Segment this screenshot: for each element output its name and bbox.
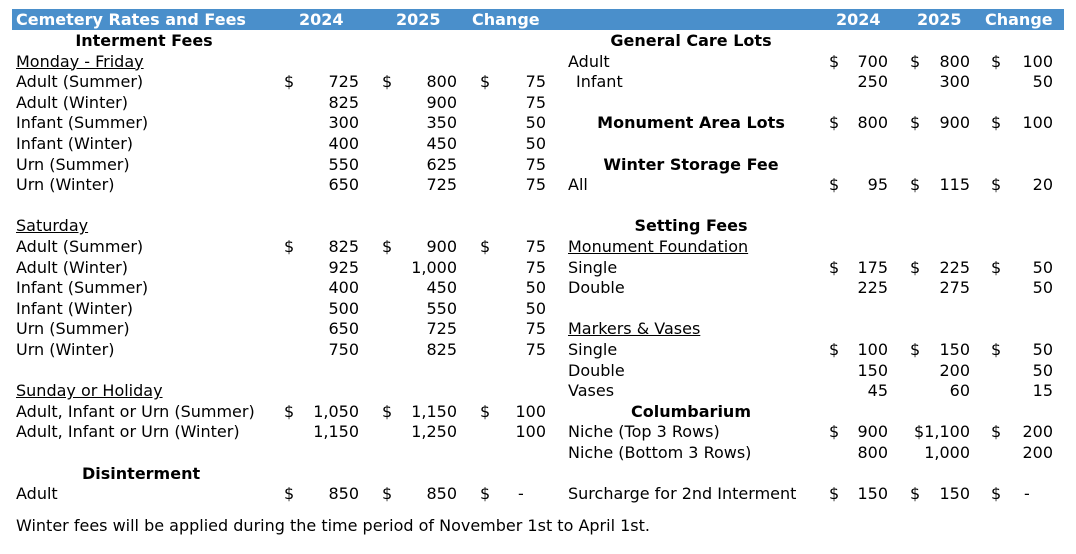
- dollar-sign: $: [829, 175, 840, 195]
- dollar-sign: $: [382, 401, 393, 421]
- subsection-label: Monday - Friday: [16, 51, 144, 71]
- dollar-sign: $: [991, 340, 1002, 359]
- fee-value: 100: [1022, 51, 1053, 71]
- dollar-sign: $: [991, 422, 1002, 442]
- subsection-label: Markers & Vases: [568, 319, 701, 339]
- fee-value: 150: [939, 484, 970, 504]
- fee-value: 150: [857, 360, 888, 380]
- fee-value: 250: [857, 72, 888, 92]
- fee-label: Urn (Winter): [16, 175, 115, 195]
- dollar-sign: $: [382, 237, 393, 256]
- fee-value: 825: [328, 92, 359, 112]
- fee-value: 850: [426, 484, 457, 504]
- section-heading: Monument Area Lots: [597, 113, 785, 133]
- fee-value: 300: [328, 113, 359, 133]
- fee-value: 1,150: [411, 401, 457, 421]
- right-year-2024: 2024: [836, 10, 881, 29]
- table-title: Cemetery Rates and Fees: [16, 10, 246, 29]
- fee-label: Adult (Winter): [16, 257, 128, 277]
- fee-label: Adult (Summer): [16, 72, 144, 92]
- fee-value: 115: [939, 175, 970, 195]
- fee-label: Vases: [568, 381, 615, 401]
- fee-label: Adult, Infant or Urn (Summer): [16, 401, 255, 421]
- fee-value: 800: [426, 72, 457, 92]
- fee-value: 550: [426, 298, 457, 318]
- fee-value: 175: [857, 257, 888, 277]
- fee-value: 100: [857, 340, 888, 359]
- fee-value: 75: [525, 72, 546, 92]
- fee-value: 400: [328, 278, 359, 298]
- dollar-sign: $: [284, 401, 295, 421]
- footer-note: Winter fees will be applied during the time period of November 1st to April 1st.: [16, 516, 650, 535]
- dollar-sign: $: [829, 340, 840, 359]
- fee-value: 50: [525, 298, 546, 318]
- fee-value: 75: [525, 175, 546, 195]
- dollar-sign: $: [991, 257, 1002, 277]
- fee-value: 50: [1032, 278, 1053, 298]
- section-heading: Setting Fees: [634, 216, 748, 236]
- fee-label: Niche (Bottom 3 Rows): [568, 443, 752, 462]
- fee-value: 100: [1022, 113, 1053, 133]
- subsection-label: Sunday or Holiday: [16, 381, 163, 401]
- fee-value: 800: [939, 51, 970, 71]
- fee-value: 550: [328, 154, 359, 174]
- fee-value: 200: [939, 360, 970, 380]
- fee-value: 500: [328, 298, 359, 318]
- fee-value: 50: [525, 113, 546, 133]
- dollar-sign: $: [910, 175, 921, 195]
- fee-value: 725: [426, 175, 457, 195]
- fee-label: Infant: [576, 72, 623, 92]
- fee-label: Single: [568, 340, 618, 359]
- fee-label: Surcharge for 2nd Interment: [568, 484, 797, 504]
- fee-value: 20: [1032, 175, 1053, 195]
- dollar-sign: $: [284, 72, 295, 92]
- fee-value: 225: [857, 278, 888, 298]
- dollar-sign: $: [991, 175, 1002, 195]
- left-change-header: Change: [472, 10, 540, 29]
- fee-label: Adult: [16, 484, 58, 504]
- fee-value: 50: [1032, 340, 1053, 359]
- fee-value: 50: [525, 278, 546, 298]
- fee-value: 900: [426, 237, 457, 256]
- fee-value: 150: [857, 484, 888, 504]
- dollar-sign: $: [284, 237, 295, 256]
- fee-label: Infant (Summer): [16, 278, 149, 298]
- dollar-sign: $: [382, 484, 393, 504]
- fee-value: 625: [426, 154, 457, 174]
- fee-value: 900: [857, 422, 888, 442]
- fee-label: Adult (Summer): [16, 237, 144, 256]
- fee-value: 225: [939, 257, 970, 277]
- dollar-sign: $: [910, 113, 921, 133]
- fee-label: Niche (Top 3 Rows): [568, 422, 720, 442]
- dollar-sign: $: [910, 257, 921, 277]
- section-heading: Disinterment: [82, 463, 201, 483]
- dollar-sign: $: [991, 484, 1002, 504]
- fee-label: Adult: [568, 51, 610, 71]
- fee-value: 150: [939, 340, 970, 359]
- dollar-sign: $: [829, 484, 840, 504]
- fee-value: 700: [857, 51, 888, 71]
- fee-value: 800: [857, 113, 888, 133]
- subsection-label: Monument Foundation: [568, 237, 749, 256]
- fee-value: 650: [328, 175, 359, 195]
- fee-value: 75: [525, 92, 546, 112]
- dollar-sign: $: [829, 257, 840, 277]
- fee-label: Double: [568, 360, 625, 380]
- fee-value: 725: [328, 72, 359, 92]
- fee-value: 825: [328, 237, 359, 256]
- dollar-sign: $: [829, 113, 840, 133]
- fee-label: Infant (Summer): [16, 113, 149, 133]
- fee-value: 200: [1022, 443, 1053, 462]
- fee-label: Infant (Winter): [16, 298, 134, 318]
- dollar-sign: $: [480, 72, 491, 92]
- dollar-sign: $: [480, 484, 491, 504]
- fee-value: 100: [515, 422, 546, 442]
- fee-value: 200: [1022, 422, 1053, 442]
- section-heading: Winter Storage Fee: [603, 154, 779, 174]
- right-change-header: Change: [985, 10, 1053, 29]
- fee-value: 750: [328, 340, 359, 359]
- fee-value: 300: [939, 72, 970, 92]
- subsection-label: Saturday: [16, 216, 89, 236]
- fee-value: 1,000: [924, 443, 970, 462]
- fee-value: 50: [1032, 360, 1053, 380]
- dollar-sign: $: [991, 113, 1002, 133]
- fee-value: 75: [525, 257, 546, 277]
- fee-value: 800: [857, 443, 888, 462]
- dollar-sign: $: [910, 51, 921, 71]
- fee-label: Double: [568, 278, 625, 298]
- fee-value: 60: [949, 381, 970, 401]
- section-heading: Columbarium: [631, 401, 751, 421]
- fee-value: 925: [328, 257, 359, 277]
- fee-value: -: [518, 484, 524, 504]
- fee-label: Single: [568, 257, 618, 277]
- fee-value: 900: [426, 92, 457, 112]
- fee-value: 75: [525, 237, 546, 256]
- fee-value: 50: [1032, 72, 1053, 92]
- fee-value: 50: [1032, 257, 1053, 277]
- fee-value: 400: [328, 134, 359, 153]
- fee-value: 50: [525, 134, 546, 153]
- dollar-sign: $: [829, 51, 840, 71]
- left-year-2024: 2024: [299, 10, 344, 29]
- fee-value: 850: [328, 484, 359, 504]
- dollar-sign: $: [284, 484, 295, 504]
- fee-value: 450: [426, 278, 457, 298]
- fee-value: 650: [328, 319, 359, 339]
- fee-value: 75: [525, 154, 546, 174]
- fee-value: 275: [939, 278, 970, 298]
- fee-label: Urn (Winter): [16, 340, 115, 359]
- fee-value: 1,000: [411, 257, 457, 277]
- fee-value: 725: [426, 319, 457, 339]
- dollar-sign: $: [829, 422, 840, 442]
- fee-value: $1,100: [914, 422, 970, 442]
- fee-value: 15: [1032, 381, 1053, 401]
- section-heading: Interment Fees: [75, 31, 213, 50]
- fee-label: Adult (Winter): [16, 92, 128, 112]
- dollar-sign: $: [991, 51, 1002, 71]
- fee-value: 95: [867, 175, 888, 195]
- fee-label: Adult, Infant or Urn (Winter): [16, 422, 240, 442]
- fee-value: 900: [939, 113, 970, 133]
- fee-value: 75: [525, 340, 546, 359]
- fee-value: 100: [515, 401, 546, 421]
- fee-value: 450: [426, 134, 457, 153]
- dollar-sign: $: [382, 72, 393, 92]
- left-year-2025: 2025: [396, 10, 441, 29]
- right-year-2025: 2025: [917, 10, 962, 29]
- fee-value: 825: [426, 340, 457, 359]
- fee-label: Urn (Summer): [16, 154, 130, 174]
- section-heading: General Care Lots: [610, 31, 772, 50]
- fee-value: 1,250: [411, 422, 457, 442]
- fee-value: 1,050: [313, 401, 359, 421]
- fee-value: -: [1024, 484, 1030, 504]
- fee-value: 45: [867, 381, 888, 401]
- fee-label: All: [568, 175, 588, 195]
- fee-value: 1,150: [313, 422, 359, 442]
- fee-value: 350: [426, 113, 457, 133]
- dollar-sign: $: [480, 237, 491, 256]
- fee-label: Infant (Winter): [16, 134, 134, 153]
- dollar-sign: $: [910, 484, 921, 504]
- fee-value: 75: [525, 319, 546, 339]
- dollar-sign: $: [910, 340, 921, 359]
- fee-label: Urn (Summer): [16, 319, 130, 339]
- dollar-sign: $: [480, 401, 491, 421]
